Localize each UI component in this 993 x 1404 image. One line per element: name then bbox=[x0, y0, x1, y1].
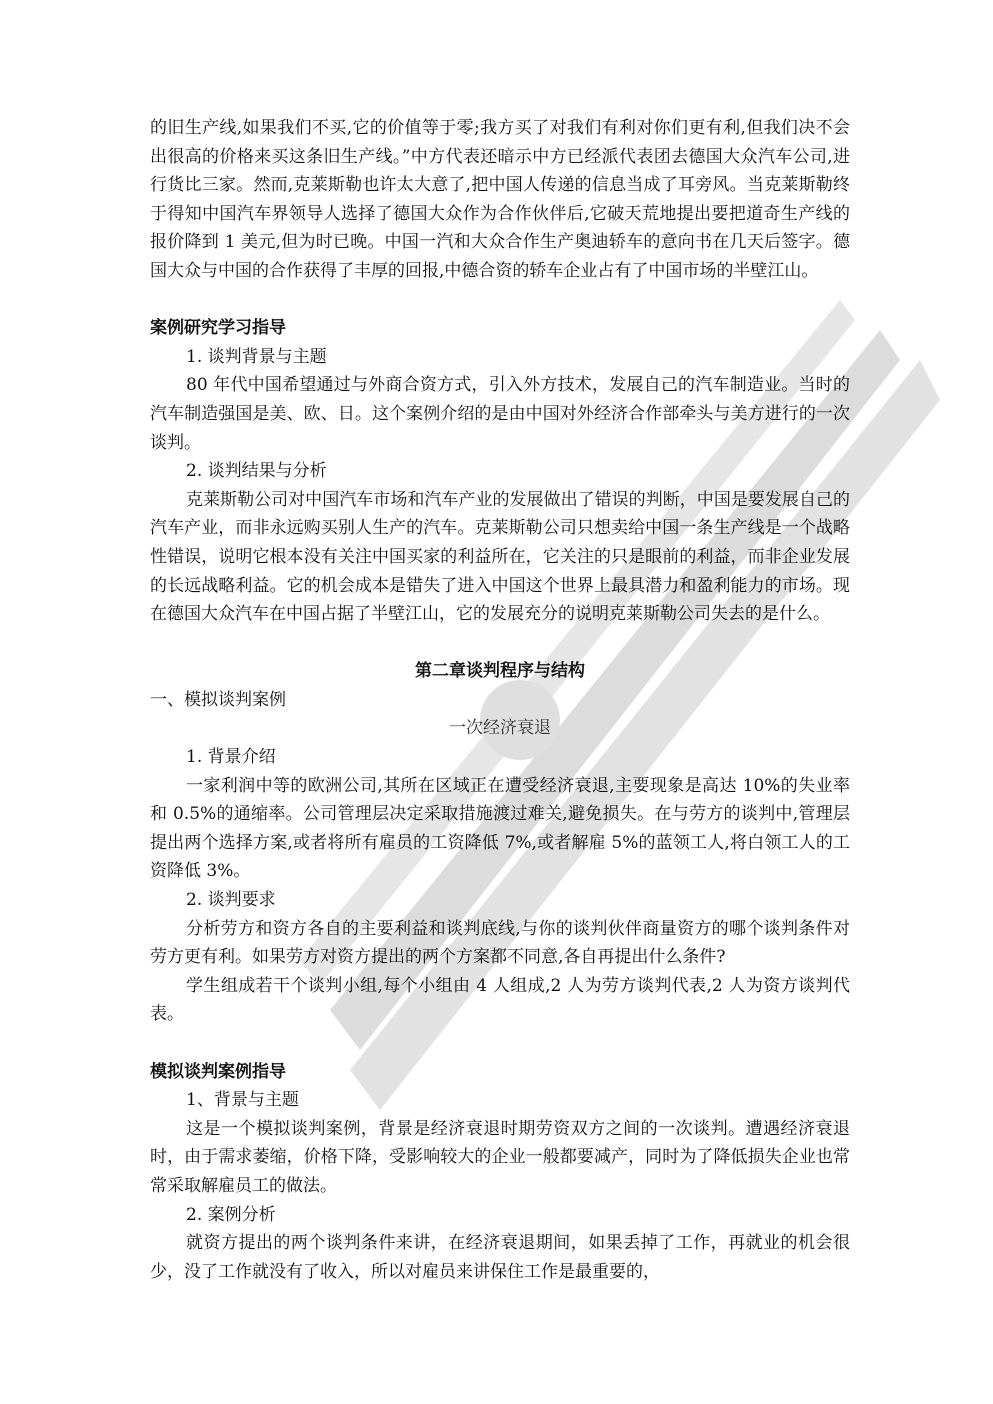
section-1-text: 80 年代中国希望通过与外商合资方式，引入外方技术，发展自己的汽车制造业。当时的汽车制造强国是美、欧、日。这个案例介绍的是由中国对外经济合作部牵头与美方进行的一次谈判。 bbox=[150, 375, 850, 453]
section-2-text: 克莱斯勒公司对中国汽车市场和汽车产业的发展做出了错误的判断，中国是要发展自己的汽车产业，而非永远购买别人生产的汽车。克莱斯勒公司只想卖给中国一条生产线是一个战略性错误，说明它根本没有关注中国买家的利益所在，它关注的只是眼前的利益，而非企业发展的长远战略利益。它的机会成本是错失了进入中国这个世界上最具潜力和盈利能力的市场。现在德国大众汽车在中国占据了半壁江山，它的发展充分的说明克莱斯勒公司失去的是什么。 bbox=[150, 489, 850, 625]
section-2-title: 2. 谈判结果与分析 bbox=[186, 461, 327, 482]
requirements-title: 2. 谈判要求 bbox=[186, 890, 276, 911]
part-1-title: 一、模拟谈判案例 bbox=[150, 689, 286, 710]
case-title: 一次经济衰退 bbox=[449, 718, 551, 739]
paragraph-intro: 的旧生产线,如果我们不买,它的价值等于零;我方买了对我们有利对你们更有利,但我们决不会出很高的价格来买这条旧生产线。”中方代表还暗示中方已经派代表团去德国大众汽车公司,进行货比三家。然而,克莱斯勒也许太大意了,把中国人传递的信息当成了耳旁风。当克莱斯勒终于得知中国汽车界领导人选择了德国大众作为合作伙伴后,它破天荒地提出要把道奇生产线的报价降到 1 美元,但为时已晚。中国一汽和大众合作生产奥迪轿车的意向书在几天后签字。德国大众与中国的合作获得了丰厚的回报,中德合资的轿车企业占有了中国市场的半壁江山。 bbox=[150, 118, 850, 281]
section-1-title: 1. 谈判背景与主题 bbox=[186, 346, 327, 367]
guide-2-title: 2. 案例分析 bbox=[186, 1204, 276, 1225]
background-text: 一家利润中等的欧洲公司,其所在区域正在遭受经济衰退,主要现象是高达 10%的失业率和 0.5%的通缩率。公司管理层决定采取措施渡过难关,避免损失。在与劳方的谈判中,管理层提出两个选择方案,或者将所有雇员的工资降低 7%,或者解雇 5%的蓝领工人,将白领工人的工资降低 3%。 bbox=[150, 775, 850, 882]
heading-simulation-guide: 模拟谈判案例指导 bbox=[150, 1061, 286, 1082]
requirements-text-2: 学生组成若干个谈判小组,每个小组由 4 人组成,2 人为劳方谈判代表,2 人为资方谈判代表。 bbox=[150, 975, 850, 1025]
heading-case-guide: 案例研究学习指导 bbox=[150, 318, 286, 339]
background-title: 1. 背景介绍 bbox=[186, 747, 276, 768]
text-column bbox=[150, 114, 850, 1286]
requirements-text-1: 分析劳方和资方各自的主要利益和谈判底线,与你的谈判伙伴商量资方的哪个谈判条件对劳方更有利。如果劳方对资方提出的两个方案都不同意,各自再提出什么条件? bbox=[150, 918, 850, 968]
guide-2-text: 就资方提出的两个谈判条件来讲，在经济衰退期间，如果丢掉了工作，再就业的机会很少，没了工作就没有了收入，所以对雇员来讲保住工作是最重要的， bbox=[150, 1233, 850, 1282]
guide-1-title: 1、背景与主题 bbox=[186, 1090, 299, 1111]
chapter-title: 第二章谈判程序与结构 bbox=[415, 661, 585, 682]
guide-1-text: 这是一个模拟谈判案例，背景是经济衰退时期劳资双方之间的一次谈判。遭遇经济衰退时，由于需求萎缩，价格下降，受影响较大的企业一般都要减产，同时为了降低损失企业也常常采取解雇员工的做法。 bbox=[150, 1118, 850, 1196]
